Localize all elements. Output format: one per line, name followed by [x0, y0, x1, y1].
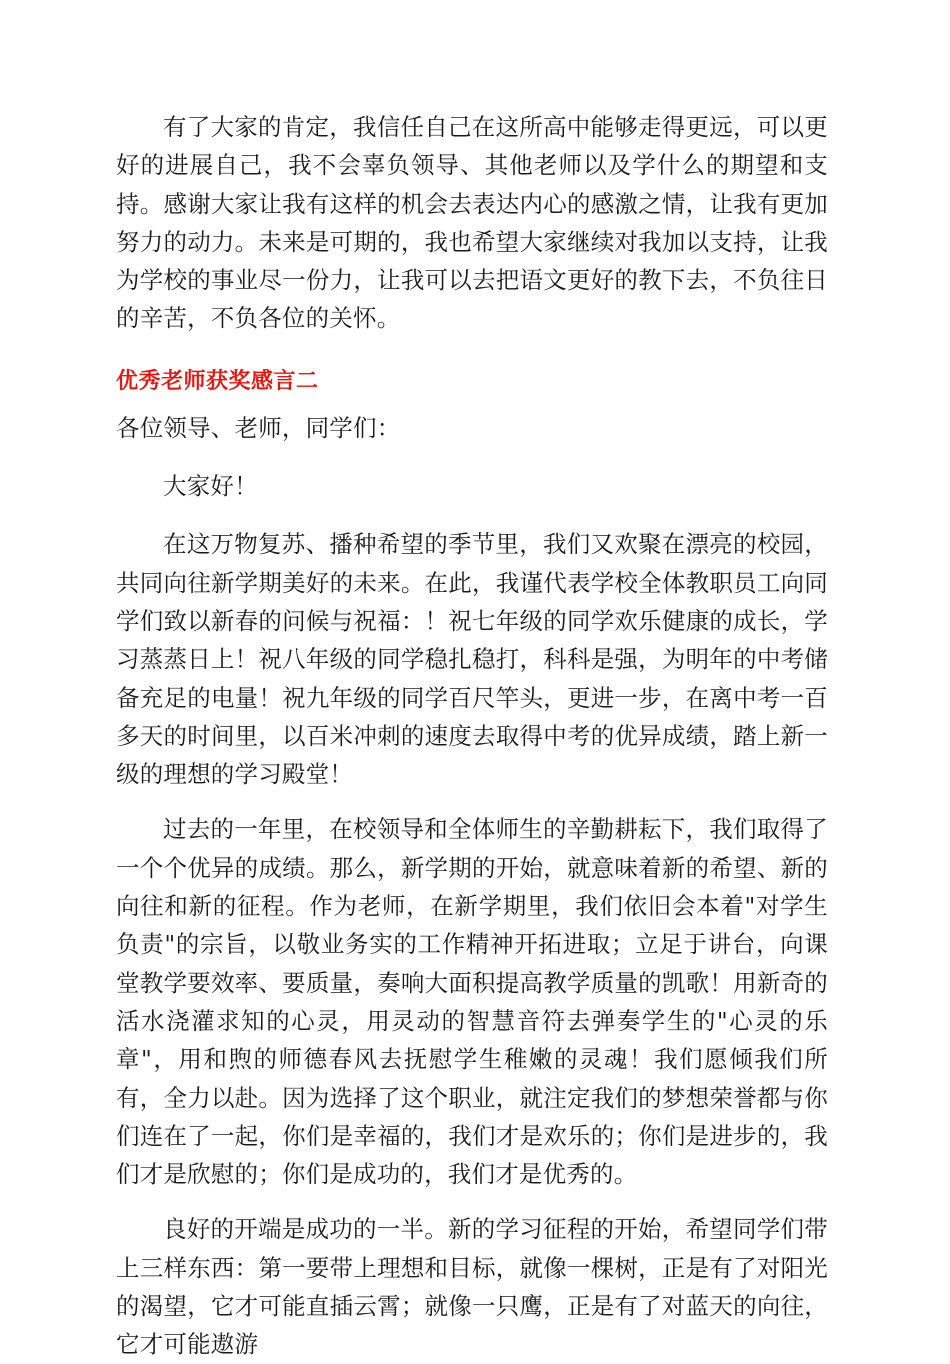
greeting: 大家好！ — [163, 472, 258, 501]
section-heading: 优秀老师获奖感言二 — [116, 368, 319, 394]
salutation: 各位领导、老师，同学们： — [116, 413, 401, 442]
body-paragraph-3: 过去的一年里，在校领导和全体师生的辛勤耕耘下，我们取得了一个个优异的成绩。那么，新学期的开始，就意味着新的希望、新的向往和新的征程。作为老师，在新学期里，我们依旧会本着"对学生负责"的宗旨，以敬业务实的工作精神开拓进取；立足于讲台，向课堂教学要效率、要质量，奏响大面积提高教学质量的凯歌！用新奇的活水浇灌求知的心灵，用灵动的智慧音符去弹奏学生的"心灵的乐章"，用和煦的师德春风去抚慰学生稚嫩的灵魂！我们愿倾我们所有，全力以赴。因为选择了这个职业，就注定我们的梦想荣誉都与你们连在了一起，你们是幸福的，我们才是欢乐的；你们是进步的，我们才是欣慰的；你们是成功的，我们才是优秀的。 — [116, 815, 828, 1189]
body-paragraph-2: 在这万物复苏、播种希望的季节里，我们又欢聚在漂亮的校园，共同向往新学期美好的未来。在此，我谨代表学校全体教职员工向同学们致以新春的问候与祝福：！祝七年级的同学欢乐健康的成长，学习蒸蒸日上！祝八年级的同学稳扎稳打，科科是强，为明年的中考储备充足的电量！祝九年级的同学百尺竿头，更进一步，在离中考一百多天的时间里，以百米冲刺的速度去取得中考的优异成绩，踏上新一级的理想的学习殿堂！ — [116, 530, 828, 789]
body-paragraph-4: 良好的开端是成功的一半。新的学习征程的开始，希望同学们带上三样东西：第一要带上理想和目标，就像一棵树，正是有了对阳光的渴望，它才可能直插云霄；就像一只鹰，正是有了对蓝天的向往，它才可能遨游 — [116, 1215, 828, 1359]
body-paragraph-1: 有了大家的肯定，我信任自己在这所高中能够走得更远，可以更好的进展自己，我不会辜负领导、其他老师以及学什么的期望和支持。感谢大家让我有这样的机会去表达内心的感激之情，让我有更加努力的动力。未来是可期的，我也希望大家继续对我加以支持，让我为学校的事业尽一份力，让我可以去把语文更好的教下去，不负往日的辛苦，不负各位的关怀。 — [116, 113, 828, 333]
